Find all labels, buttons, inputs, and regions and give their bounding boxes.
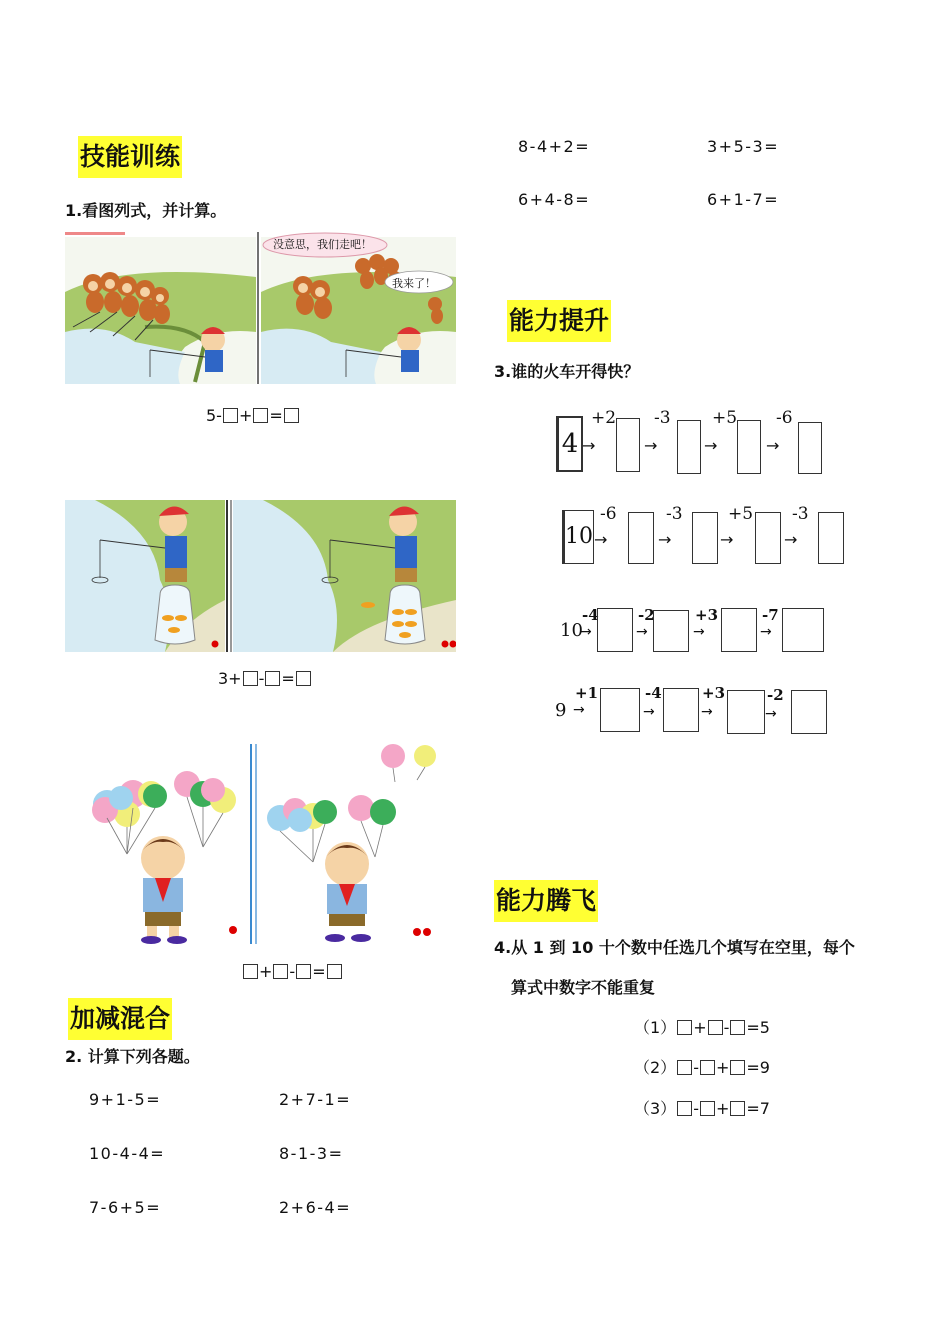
train-1 (554, 406, 844, 478)
train-3 (560, 604, 830, 656)
arrow-icon: → (784, 530, 798, 549)
answer-box[interactable] (243, 964, 258, 979)
train-start-value: 9 (555, 700, 567, 721)
answer-box[interactable] (296, 671, 311, 686)
train-answer-box[interactable] (597, 608, 633, 652)
train-operator: -6 (776, 408, 793, 428)
train-operator: -3 (792, 504, 809, 524)
train-answer-box[interactable] (727, 690, 765, 734)
item-label: （2） (634, 1058, 677, 1077)
section-title-ability-soaring: 能力腾飞 (494, 880, 598, 922)
train-answer-box[interactable] (737, 420, 761, 474)
answer-box[interactable] (284, 408, 299, 423)
answer-box[interactable] (327, 964, 342, 979)
arrow-icon: → (765, 706, 777, 722)
train-answer-box[interactable] (663, 688, 699, 732)
balloon-boy-illustration (85, 742, 445, 947)
arrow-icon: → (766, 436, 780, 455)
question-4-title-line-1: 4.从 1 到 10 十个数中任选几个填写在空里，每个 (494, 938, 855, 957)
arrow-icon: → (582, 436, 596, 455)
expression-3: 10-4-4= (89, 1144, 166, 1163)
train-operator: -4 (645, 684, 662, 702)
expression-7: 8-4+2= (518, 137, 591, 156)
eq3-operator-2: - (289, 962, 296, 981)
arrow-icon: → (658, 530, 672, 549)
question-1-title: 1.看图列式，并计算。 (65, 201, 227, 220)
arrow-icon: → (643, 704, 655, 720)
arrow-icon: → (704, 436, 718, 455)
equation-1 (206, 406, 300, 425)
item-label: （3） (634, 1099, 677, 1118)
train-operator: +2 (591, 408, 617, 428)
answer-box[interactable] (677, 1060, 692, 1075)
arrow-icon: → (580, 624, 592, 640)
section-title-mixed-operations: 加减混合 (68, 998, 172, 1040)
equation-2 (218, 669, 312, 688)
answer-box[interactable] (265, 671, 280, 686)
arrow-icon: → (701, 704, 713, 720)
answer-box[interactable] (730, 1101, 745, 1116)
answer-box[interactable] (730, 1060, 745, 1075)
train-operator: -7 (762, 606, 779, 624)
train-operator: +1 (575, 684, 599, 702)
train-operator: -6 (600, 504, 617, 524)
train-start-value: 10 (562, 510, 594, 564)
speech-bubble-coming: 我来了！ (392, 277, 436, 290)
answer-box[interactable] (677, 1020, 692, 1035)
train-answer-box[interactable] (798, 422, 822, 474)
question-3-title: 3.谁的火车开得快？ (494, 362, 640, 381)
operator: - (693, 1099, 699, 1118)
arrow-icon: → (644, 436, 658, 455)
expression-1: 9+1-5= (89, 1090, 162, 1109)
train-4 (555, 682, 835, 740)
operator: + (693, 1018, 707, 1037)
train-answer-box[interactable] (782, 608, 824, 652)
answer-box[interactable] (708, 1020, 723, 1035)
train-answer-box[interactable] (721, 608, 757, 652)
eq1-equals: = (269, 406, 283, 425)
train-operator: -4 (582, 606, 599, 624)
expression-8: 3+5-3= (707, 137, 780, 156)
result: =5 (746, 1018, 770, 1037)
answer-box[interactable] (273, 964, 288, 979)
question-2-title: 2. 计算下列各题。 (65, 1047, 200, 1066)
speech-bubble-leaving: 没意思，我们走吧！ (273, 238, 372, 251)
result: =9 (746, 1058, 770, 1077)
eq2-operator: - (258, 669, 265, 688)
eq3-equals: = (312, 962, 326, 981)
train-answer-box[interactable] (755, 512, 781, 564)
answer-box[interactable] (223, 408, 238, 423)
expression-5: 7-6+5= (89, 1198, 162, 1217)
answer-box[interactable] (700, 1101, 715, 1116)
train-operator: +3 (702, 684, 726, 702)
operator: - (693, 1058, 699, 1077)
answer-box[interactable] (677, 1101, 692, 1116)
arrow-icon: → (760, 624, 772, 640)
expression-4: 8-1-3= (279, 1144, 344, 1163)
section-title-skill-training: 技能训练 (78, 136, 182, 178)
train-answer-box[interactable] (616, 418, 640, 472)
equation-3 (242, 962, 343, 981)
train-answer-box[interactable] (677, 420, 701, 474)
train-2 (560, 502, 850, 572)
arrow-icon: → (594, 530, 608, 549)
train-answer-box[interactable] (818, 512, 844, 564)
fill-equation-3 (634, 1096, 770, 1119)
answer-box[interactable] (253, 408, 268, 423)
item-label: （1） (634, 1018, 677, 1037)
fish-jar-illustration (65, 500, 456, 652)
train-start-value: 10 (560, 620, 583, 641)
answer-box[interactable] (296, 964, 311, 979)
eq1-operator: + (238, 406, 253, 425)
train-answer-box[interactable] (628, 512, 654, 564)
train-operator: +3 (695, 606, 719, 624)
train-answer-box[interactable] (791, 690, 827, 734)
train-operator: +5 (728, 504, 754, 524)
operator: + (715, 1099, 730, 1118)
expression-2: 2+7-1= (279, 1090, 352, 1109)
eq1-prefix: 5- (206, 406, 222, 425)
expression-6: 2+6-4= (279, 1198, 352, 1217)
train-operator: -2 (767, 686, 784, 704)
fill-equation-1 (634, 1015, 770, 1038)
monkey-fishing-illustration (65, 232, 456, 384)
expression-9: 6+4-8= (518, 190, 591, 209)
arrow-icon: → (720, 530, 734, 549)
train-start-value: 4 (556, 416, 583, 472)
train-answer-box[interactable] (653, 610, 689, 652)
eq2-prefix: 3+ (218, 669, 242, 688)
operator: - (723, 1018, 730, 1037)
expression-10: 6+1-7= (707, 190, 780, 209)
arrow-icon: → (636, 624, 648, 640)
answer-box[interactable] (700, 1060, 715, 1075)
result: =7 (746, 1099, 770, 1118)
arrow-icon: → (573, 702, 585, 718)
arrow-icon: → (693, 624, 705, 640)
train-operator: -2 (638, 606, 655, 624)
train-operator: -3 (654, 408, 671, 428)
question-4-title-line-2: 算式中数字不能重复 (511, 978, 656, 997)
train-answer-box[interactable] (600, 688, 640, 732)
train-operator: +5 (712, 408, 738, 428)
train-answer-box[interactable] (692, 512, 718, 564)
eq3-operator-1: + (259, 962, 273, 981)
section-title-ability-improvement: 能力提升 (507, 300, 611, 342)
train-operator: -3 (666, 504, 683, 524)
answer-box[interactable] (243, 671, 258, 686)
eq2-equals: = (281, 669, 295, 688)
fill-equation-2 (634, 1055, 770, 1078)
operator: + (715, 1058, 730, 1077)
answer-box[interactable] (730, 1020, 745, 1035)
